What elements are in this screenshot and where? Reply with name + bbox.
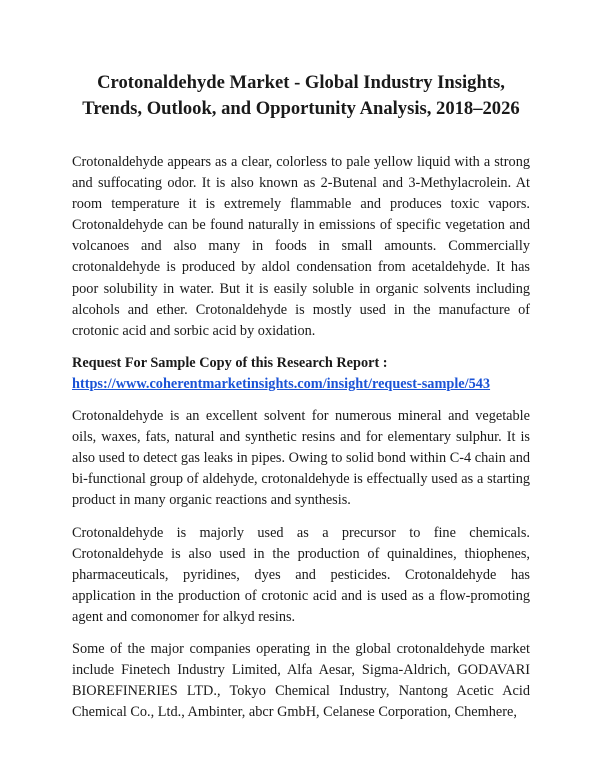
- intro-paragraph: Crotonaldehyde appears as a clear, colorless to pale yellow liquid with a strong and suffocating odor. It is also known as 2-Butenal and 3-Methylacrolein. At room temperature it is extremely flammable and produces toxic vapors. Crotonaldehyde can be found naturally in emissions of specific vegetation and volcanoes and also many in foods in small amounts. Commercially crotonaldehyde is produced by aldol condensation from acetaldehyde. It has poor solubility in water. But it is easily soluble in organic solvents including alcohols and ether. Crotonaldehyde is mostly used in the manufacture of crotonic acid and sorbic acid by oxidation.: [72, 154, 530, 339]
- document-title: Crotonaldehyde Market - Global Industry Insights, Trends, Outlook, and Opportunity Analysis, 2018–2026: [82, 72, 520, 119]
- document-page: [72, 70, 530, 734]
- companies-paragraph: Some of the major companies operating in the global crotonaldehyde market include Finetech Industry Limited, Alfa Aesar, Sigma-Aldrich, GODAVARI BIOREFINERIES LTD., Tokyo Chemical Industry, Nantong Acetic Acid Chemical Co., Ltd., Ambinter, abcr GmbH, Celanese Corporation, Chemhere,: [72, 640, 530, 721]
- solvent-paragraph: Crotonaldehyde is an excellent solvent for numerous mineral and vegetable oils, waxes, fats, natural and synthetic resins and for elementary sulphur. It is also used to detect gas leaks in pipes. Owing to solid bond within C-4 chain and bi-functional group of aldehyde, crotonaldehyde is effectually used as a starting product in many organic reactions and synthesis.: [72, 408, 530, 509]
- precursor-paragraph: Crotonaldehyde is majorly used as a precursor to fine chemicals. Crotonaldehyde is also used in the production of quinaldines, thiophenes, pharmaceuticals, pyridines, dyes and pesticides. Crotonaldehyde has application in the production of crotonic acid and is used as a flow-promoting agent and comonomer for alkyd resins.: [72, 524, 530, 625]
- sample-request-link[interactable]: https://www.coherentmarketinsights.com/insight/request-sample/543: [72, 375, 491, 392]
- sample-request-heading: Request For Sample Copy of this Research Report :: [72, 354, 388, 371]
